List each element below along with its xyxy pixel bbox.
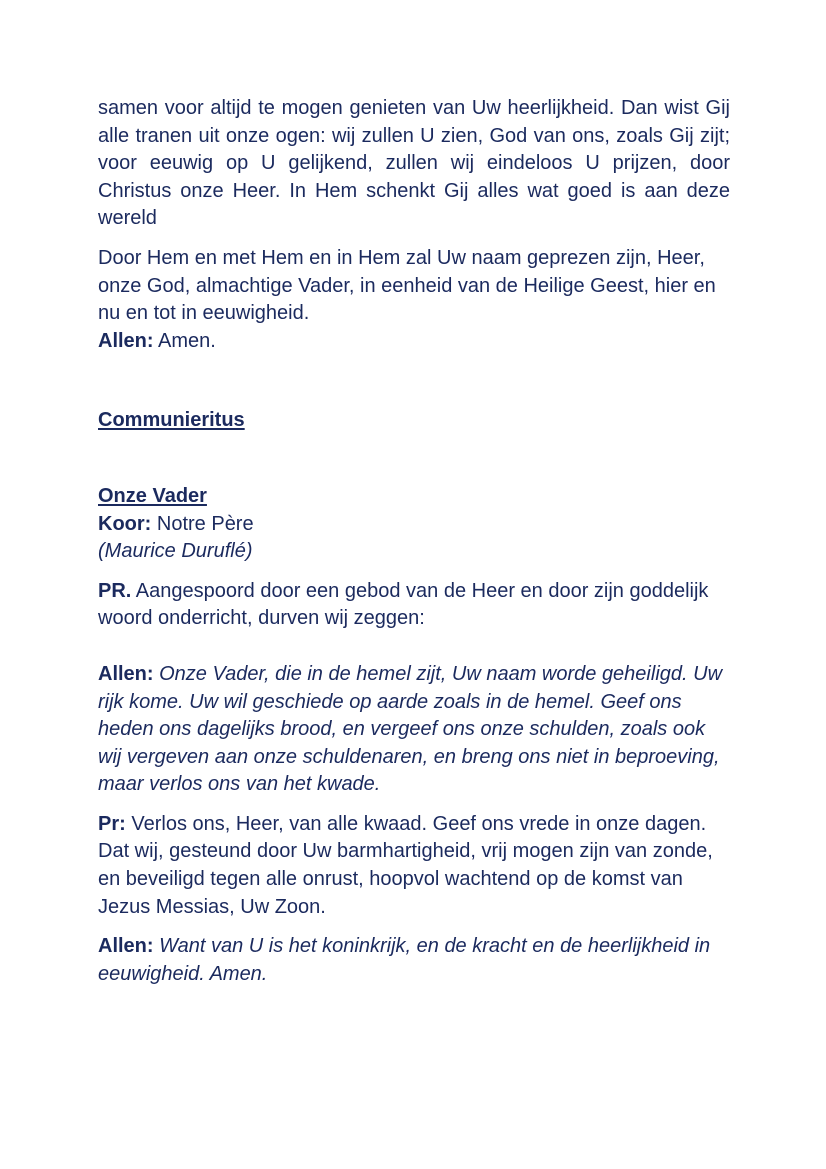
prayer-text: Onze Vader, die in de hemel zijt, Uw naam worde geheiligd. Uw rijk kome. Uw wil geschiede op aarde zoals in de hemel. Geef ons heden ons dagelijks brood, en vergeef ons onze schulden, zoals ook wij vergeven aan onze schuldenaren, en breng ons niet in beproeving, maar verlos ons van het kwade. bbox=[98, 662, 723, 796]
section-heading-communion: Communieritus bbox=[98, 409, 245, 432]
speaker-label: Allen: bbox=[98, 935, 154, 958]
doxology-paragraph: Door Hem en met Hem en in Hem zal Uw naam geprezen zijn, Heer, onze God, almachtige Vader, in eenheid van de Heilige Geest, hier en nu en tot in eeuwigheid. bbox=[98, 246, 716, 325]
doxology-response bbox=[98, 328, 730, 356]
response-text: Amen. bbox=[153, 329, 216, 352]
speaker-label: PR. bbox=[98, 579, 132, 602]
section-heading-our-father: Onze Vader bbox=[98, 484, 207, 507]
speaker-label: Allen: bbox=[98, 662, 154, 685]
our-father-prayer bbox=[98, 661, 730, 799]
speaker-label: Allen: bbox=[98, 329, 154, 352]
speaker-label: Koor: bbox=[98, 512, 152, 535]
embolism-paragraph bbox=[98, 811, 730, 921]
choir-line bbox=[98, 511, 730, 539]
final-doxology-text: Want van U is het koninkrijk, en de kracht en de heerlijkheid in eeuwigheid. Amen. bbox=[98, 935, 711, 985]
invitation-paragraph bbox=[98, 578, 730, 633]
speaker-label: Pr: bbox=[98, 812, 126, 835]
choir-piece: Notre Père bbox=[151, 512, 254, 535]
embolism-text: Verlos ons, Heer, van alle kwaad. Geef ons vrede in onze dagen. Dat wij, gesteund door Uw barmhartigheid, vrij mogen zijn van zonde, en beveiligd tegen alle onrust, hoopvol wachtend op de komst van Jezus Messias, Uw Zoon. bbox=[98, 812, 713, 918]
document-page bbox=[98, 95, 730, 988]
invitation-text: Aangespoord door een gebod van de Heer en door zijn goddelijk woord onderricht, durven wij zeggen: bbox=[98, 579, 709, 630]
composer-line: (Maurice Duruflé) bbox=[98, 540, 253, 563]
final-doxology-paragraph bbox=[98, 933, 730, 988]
prayer-paragraph: samen voor altijd te mogen genieten van Uw heerlijkheid. Dan wist Gij alle tranen uit onze ogen: wij zullen U zien, God van ons, zoals Gij zijt; voor eeuwig op U gelijkend, zullen wij eindeloos U prijzen, door Christus onze Heer. In Hem schenkt Gij alles wat goed is aan deze wereld bbox=[98, 97, 730, 230]
